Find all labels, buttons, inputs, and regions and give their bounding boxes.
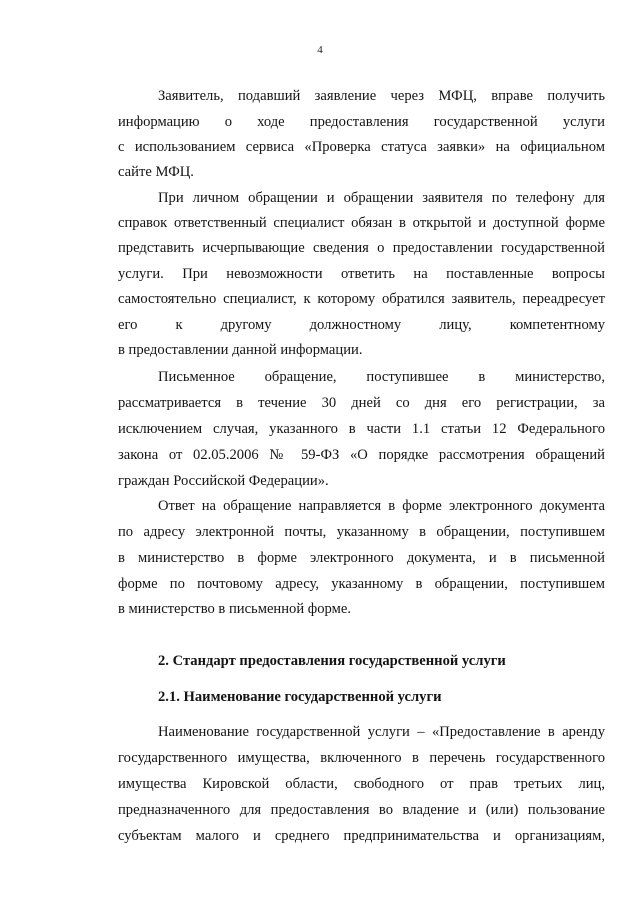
text-line: сайте МФЦ. bbox=[118, 164, 194, 180]
text-line: исключением случая, указанного в части 1.1 статьи 12 Федерального bbox=[118, 421, 605, 437]
text-line: в министерство в форме электронного документа, и в письменной bbox=[118, 550, 605, 566]
text-line: Письменное обращение, поступившее в министерство, bbox=[158, 369, 605, 385]
text-line: в предоставлении данной информации. bbox=[118, 342, 363, 358]
text-line: государственного имущества, включенного в перечень государственного bbox=[118, 750, 605, 766]
text-line: услуги. При невозможности ответить на поставленные вопросы bbox=[118, 266, 605, 282]
text-line: рассматривается в течение 30 дней со дня его регистрации, за bbox=[118, 395, 605, 411]
text-line: его к другому должностному лицу, компетентному bbox=[118, 317, 605, 333]
text-line: При личном обращении и обращении заявителя по телефону для bbox=[158, 190, 605, 206]
section-heading: 2. Стандарт предоставления государственной услуги bbox=[158, 653, 506, 669]
text-line: с использованием сервиса «Проверка статуса заявки» на официальном bbox=[118, 139, 605, 155]
text-line: Ответ на обращение направляется в форме электронного документа bbox=[158, 498, 605, 514]
text-line: в министерство в письменной форме. bbox=[118, 601, 351, 617]
text-line: информацию о ходе предоставления государственной услуги bbox=[118, 114, 605, 130]
text-line: субъектам малого и среднего предпринимательства и организациям, bbox=[118, 828, 605, 844]
text-line: справок ответственный специалист обязан в открытой и доступной форме bbox=[118, 215, 605, 231]
text-line: имущества Кировской области, свободного от прав третьих лиц, bbox=[118, 776, 605, 792]
text-line: предназначенного для предоставления во владение и (или) пользование bbox=[118, 802, 605, 818]
text-line: закона от 02.05.2006 № 59-ФЗ «О порядке рассмотрения обращений bbox=[118, 447, 605, 463]
text-line: Заявитель, подавший заявление через МФЦ, вправе получить bbox=[158, 88, 605, 104]
page-number: 4 bbox=[317, 44, 323, 56]
subsection-heading: 2.1. Наименование государственной услуги bbox=[158, 689, 442, 705]
text-line: Наименование государственной услуги – «Предоставление в аренду bbox=[158, 724, 605, 740]
text-line: представить исчерпывающие сведения о предоставлении государственной bbox=[118, 240, 605, 256]
text-line: граждан Российской Федерации». bbox=[118, 473, 329, 489]
text-line: форме по почтовому адресу, указанному в обращении, поступившем bbox=[118, 576, 605, 592]
text-line: самостоятельно специалист, к которому обратился заявитель, переадресует bbox=[118, 291, 605, 307]
text-line: по адресу электронной почты, указанному в обращении, поступившем bbox=[118, 524, 605, 540]
